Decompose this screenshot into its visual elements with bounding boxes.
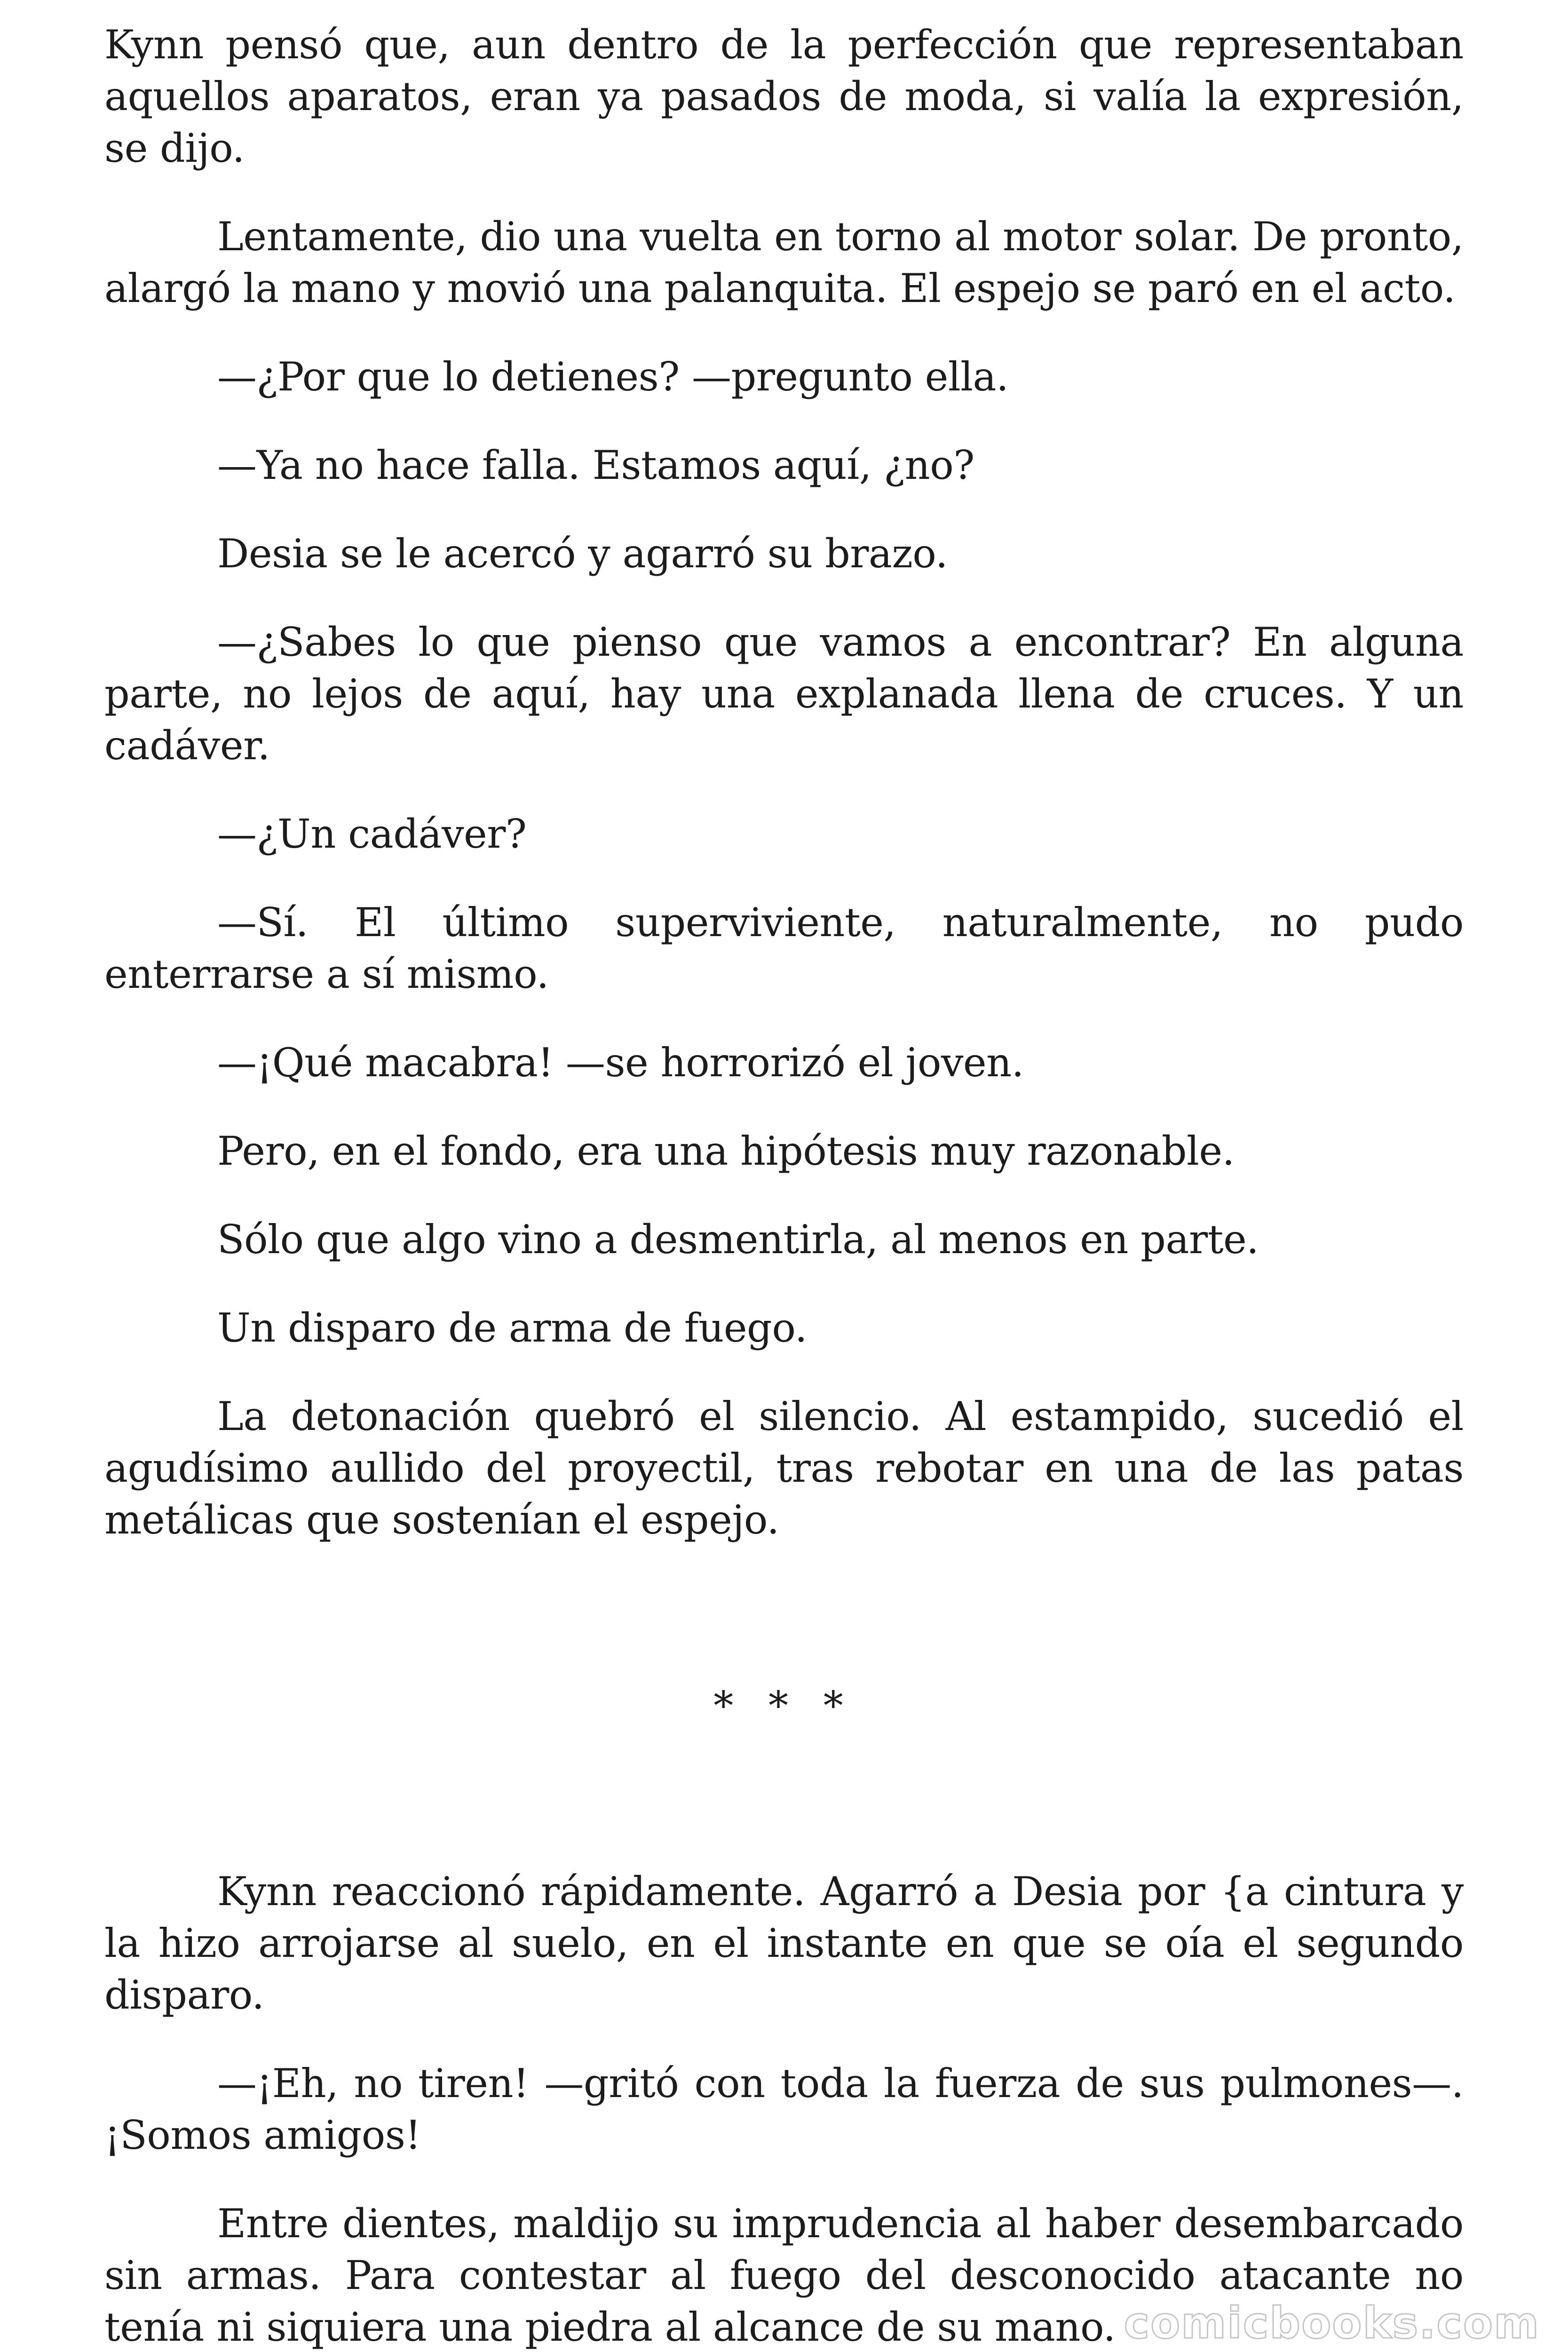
paragraph: —¿Por que lo detienes? —pregunto ella. (217, 354, 1009, 400)
paragraph-gap (104, 314, 1464, 351)
paragraph: —Sí. El último superviviente, naturalmente, no pudo enterrarse a sí mismo. (104, 899, 1464, 997)
paragraph-gap (104, 1177, 1464, 1214)
page-text-block (104, 19, 1464, 2352)
paragraph: —¿Un cadáver? (217, 811, 527, 857)
paragraph: Desia se le acercó y agarró su brazo. (217, 531, 948, 577)
paragraph: —Ya no hace falla. Estamos aquí, ¿no? (217, 442, 974, 488)
watermark: comicbooks.com (1124, 2298, 1540, 2348)
paragraph: Un disparo de arma de fuego. (217, 1305, 808, 1351)
paragraph: —¡Eh, no tiren! —gritó con toda la fuerza de sus pulmones—. ¡Somos amigos! (104, 2060, 1464, 2158)
text-section-after-break (104, 1866, 1464, 2352)
paragraph-gap (104, 403, 1464, 439)
paragraph-gap (104, 860, 1464, 897)
paragraph-gap (104, 1265, 1464, 1302)
scene-break: * * * (713, 1683, 855, 1729)
paragraph-gap (104, 1354, 1464, 1391)
paragraph-gap (104, 174, 1464, 211)
paragraph-gap (104, 771, 1464, 808)
text-section-before-break (104, 19, 1464, 1546)
paragraph: Sólo que algo vino a desmentirla, al menos en parte. (217, 1216, 1259, 1263)
paragraph-gap (104, 1000, 1464, 1037)
paragraph: —¿Sabes lo que pienso que vamos a encontrar? En alguna parte, no lejos de aquí, hay una explanada llena de cruces. Y un cadáver. (104, 619, 1464, 769)
paragraph: Kynn reaccionó rápidamente. Agarró a Desia por {a cintura y la hizo arrojarse al suelo, en el instante en que se oía el segundo disparo. (104, 1868, 1464, 2018)
paragraph: Pero, en el fondo, era una hipótesis muy razonable. (217, 1128, 1235, 1174)
paragraph: —¡Qué macabra! —se horrorizó el joven. (217, 1040, 1024, 1086)
paragraph-gap (104, 2021, 1464, 2058)
paragraph-gap (104, 2161, 1464, 2198)
paragraph: Entre dientes, maldijo su imprudencia al haber desembarcado sin armas. Para contestar al fuego del desconocido atacante no tenía ni siquiera una piedra al alcance de su mano. (104, 2201, 1464, 2350)
paragraph: Kynn pensó que, aun dentro de la perfección que representaban aquellos aparatos, eran ya pasados de moda, si valía la expresión, se dijo. (104, 22, 1464, 171)
paragraph-gap (104, 491, 1464, 528)
paragraph-gap (104, 1089, 1464, 1125)
paragraph: La detonación quebró el silencio. Al estampido, sucedió el agudísimo aullido del proyectil, tras rebotar en una de las patas metálicas que sostenían el espejo. (104, 1393, 1464, 1543)
paragraph-gap (104, 580, 1464, 616)
paragraph: Lentamente, dio una vuelta en torno al motor solar. De pronto, alargó la mano y movió una palanquita. El espejo se paró en el acto. (104, 214, 1464, 311)
